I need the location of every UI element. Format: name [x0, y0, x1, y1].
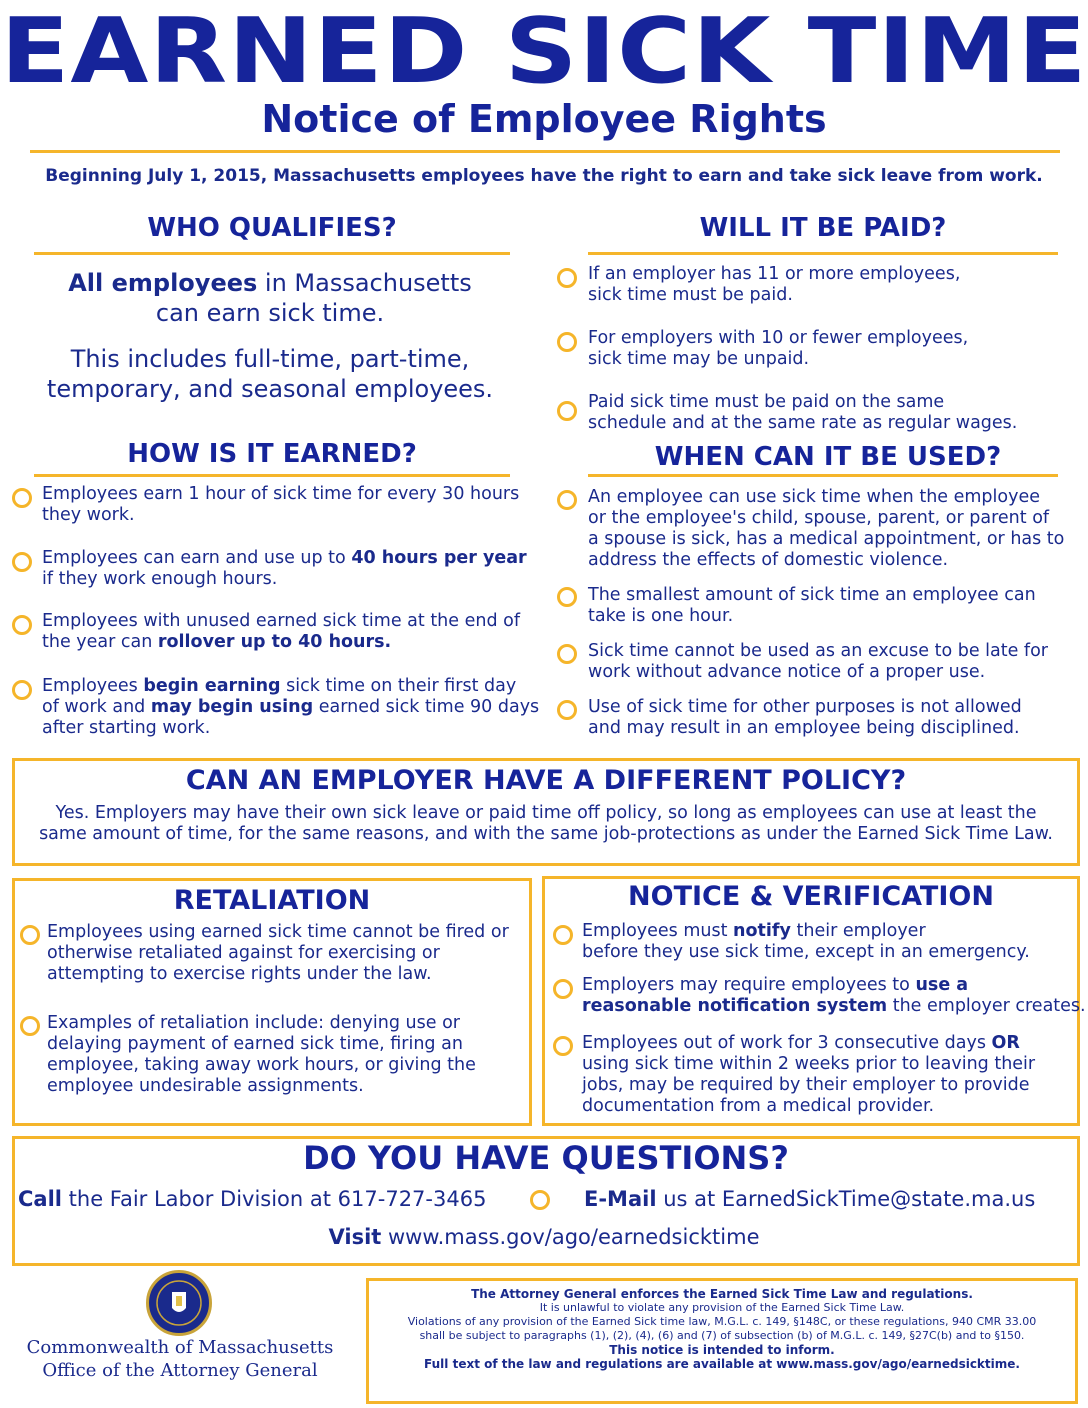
how-earned-item-4: Employees begin earning sick time on their first day of work and may begin using earned sick time 90 days after starting work.: [42, 676, 540, 738]
page-subtitle: Notice of Employee Rights: [261, 97, 827, 141]
questions-heading: DO YOU HAVE QUESTIONS?: [303, 1139, 789, 1177]
retaliation-item-2: Examples of retaliation include: denying use or delaying payment of earned sick time, firing an employee, taking away work hours, or giving the employee undesirable assignments.: [47, 1013, 476, 1096]
when-used-item-4: Use of sick time for other purposes is not allowed and may result in an employee being disciplined.: [588, 697, 1022, 738]
notice-item-3: Employees out of work for 3 consecutive days OR using sick time within 2 weeks prior to leaving their jobs, may be required by their employer to provide documentation from a medical provider.: [582, 1033, 1036, 1116]
who-qualifies-line2: can earn sick time.: [155, 299, 385, 327]
divider: [34, 474, 510, 477]
visit-text[interactable]: Visit www.mass.gov/ago/earnedsicktime: [328, 1225, 760, 1249]
policy-text: Yes. Employers may have their own sick leave or paid time off policy, so long as employees can use at least the same amount of time, for the same reasons, and with the same job-protections as under the Earned Sick Time Law.: [39, 803, 1053, 844]
when-used-item-3: Sick time cannot be used as an excuse to be late for work without advance notice of a proper use.: [588, 641, 1048, 682]
retaliation-heading: RETALIATION: [173, 885, 371, 916]
when-used-heading: WHEN CAN IT BE USED?: [654, 442, 1002, 472]
divider: [30, 150, 1060, 153]
bullet-icon: [557, 268, 577, 288]
will-paid-item-3: Paid sick time must be paid on the same schedule and at the same rate as regular wages.: [588, 392, 1018, 433]
will-paid-heading: WILL IT BE PAID?: [699, 213, 947, 243]
policy-heading: CAN AN EMPLOYER HAVE A DIFFERENT POLICY?: [185, 765, 907, 796]
how-earned-item-3: Employees with unused earned sick time at the end of the year can rollover up to 40 hours.: [42, 611, 521, 652]
bullet-icon: [557, 700, 577, 720]
bullet-icon: [20, 925, 40, 945]
call-text: Call the Fair Labor Division at 617-727-3465: [18, 1187, 487, 1211]
notice-heading: NOTICE & VERIFICATION: [628, 881, 994, 912]
bullet-icon: [557, 401, 577, 421]
when-used-item-2: The smallest amount of sick time an employee can take is one hour.: [588, 585, 1036, 626]
intro-text: Beginning July 1, 2015, Massachusetts employees have the right to earn and take sick leave from work.: [45, 166, 1043, 186]
page-title: EARNED SICK TIME: [0, 0, 1088, 104]
who-qualifies-para2-l2: temporary, and seasonal employees.: [46, 375, 494, 403]
retaliation-item-1: Employees using earned sick time cannot be fired or otherwise retaliated against for exercising or attempting to exercise rights under the law.: [47, 922, 509, 984]
bullet-icon: [557, 490, 577, 510]
will-paid-item-2: For employers with 10 or fewer employees, sick time may be unpaid.: [588, 328, 969, 369]
bullet-icon: [12, 680, 32, 700]
bullet-icon: [12, 552, 32, 572]
who-qualifies-para2-l1: This includes full-time, part-time,: [70, 345, 470, 373]
bullet-icon: [553, 925, 573, 945]
bullet-icon: [553, 1036, 573, 1056]
bullet-icon: [557, 587, 577, 607]
bullet-icon: [557, 332, 577, 352]
divider: [588, 252, 1058, 255]
will-paid-item-1: If an employer has 11 or more employees, sick time must be paid.: [588, 264, 961, 305]
bullet-icon: [12, 488, 32, 508]
notice-item-1: Employees must notify their employer before they use sick time, except in an emergency.: [582, 921, 1030, 962]
how-earned-item-1: Employees earn 1 hour of sick time for every 30 hours they work.: [42, 484, 520, 525]
who-qualifies-line1: All employees in Massachusetts: [68, 269, 472, 297]
seal-icon: [154, 1278, 204, 1328]
policy-box: [12, 758, 1080, 866]
notice-item-2: Employers may require employees to use a reasonable notification system the employer creates.: [582, 975, 1086, 1016]
bullet-icon: [553, 979, 573, 999]
how-earned-heading: HOW IS IT EARNED?: [127, 439, 417, 469]
legal-box: The Attorney General enforces the Earned Sick Time Law and regulations. It is unlawful to violate any provision of the Earned Sick Time Law. Violations of any provision of the Earned Sick time law, M.G.L. c. 149, §148C, or these regulations, 940 CMR 33.00 shall be subject to paragraphs (1), (2), (4), (6) and (7) of subsection (b) of M.G.L. c. 149, §27C(b) and to §150. This notice is intended to inform. Full text of the law and regulations are available at www.mass.gov/ago/earnedsicktime.: [366, 1278, 1078, 1404]
when-used-item-1: An employee can use sick time when the employee or the employee's child, spouse, parent, or parent of a spouse is sick, has a medical appointment, or has to address the effects of domestic violence.: [588, 487, 1065, 570]
bullet-icon: [20, 1016, 40, 1036]
divider: [588, 474, 1058, 477]
bullet-icon: [12, 615, 32, 635]
divider: [34, 252, 510, 255]
bullet-icon: [530, 1190, 550, 1210]
how-earned-item-2: Employees can earn and use up to 40 hours per year if they work enough hours.: [42, 548, 527, 589]
who-qualifies-heading: WHO QUALIFIES?: [147, 213, 397, 243]
bullet-icon: [557, 644, 577, 664]
state-seal-logo: [146, 1270, 212, 1336]
org-name: Commonwealth of Massachusetts Office of the Attorney General: [26, 1337, 334, 1381]
email-text[interactable]: E-Mail us at EarnedSickTime@state.ma.us: [584, 1187, 1036, 1211]
